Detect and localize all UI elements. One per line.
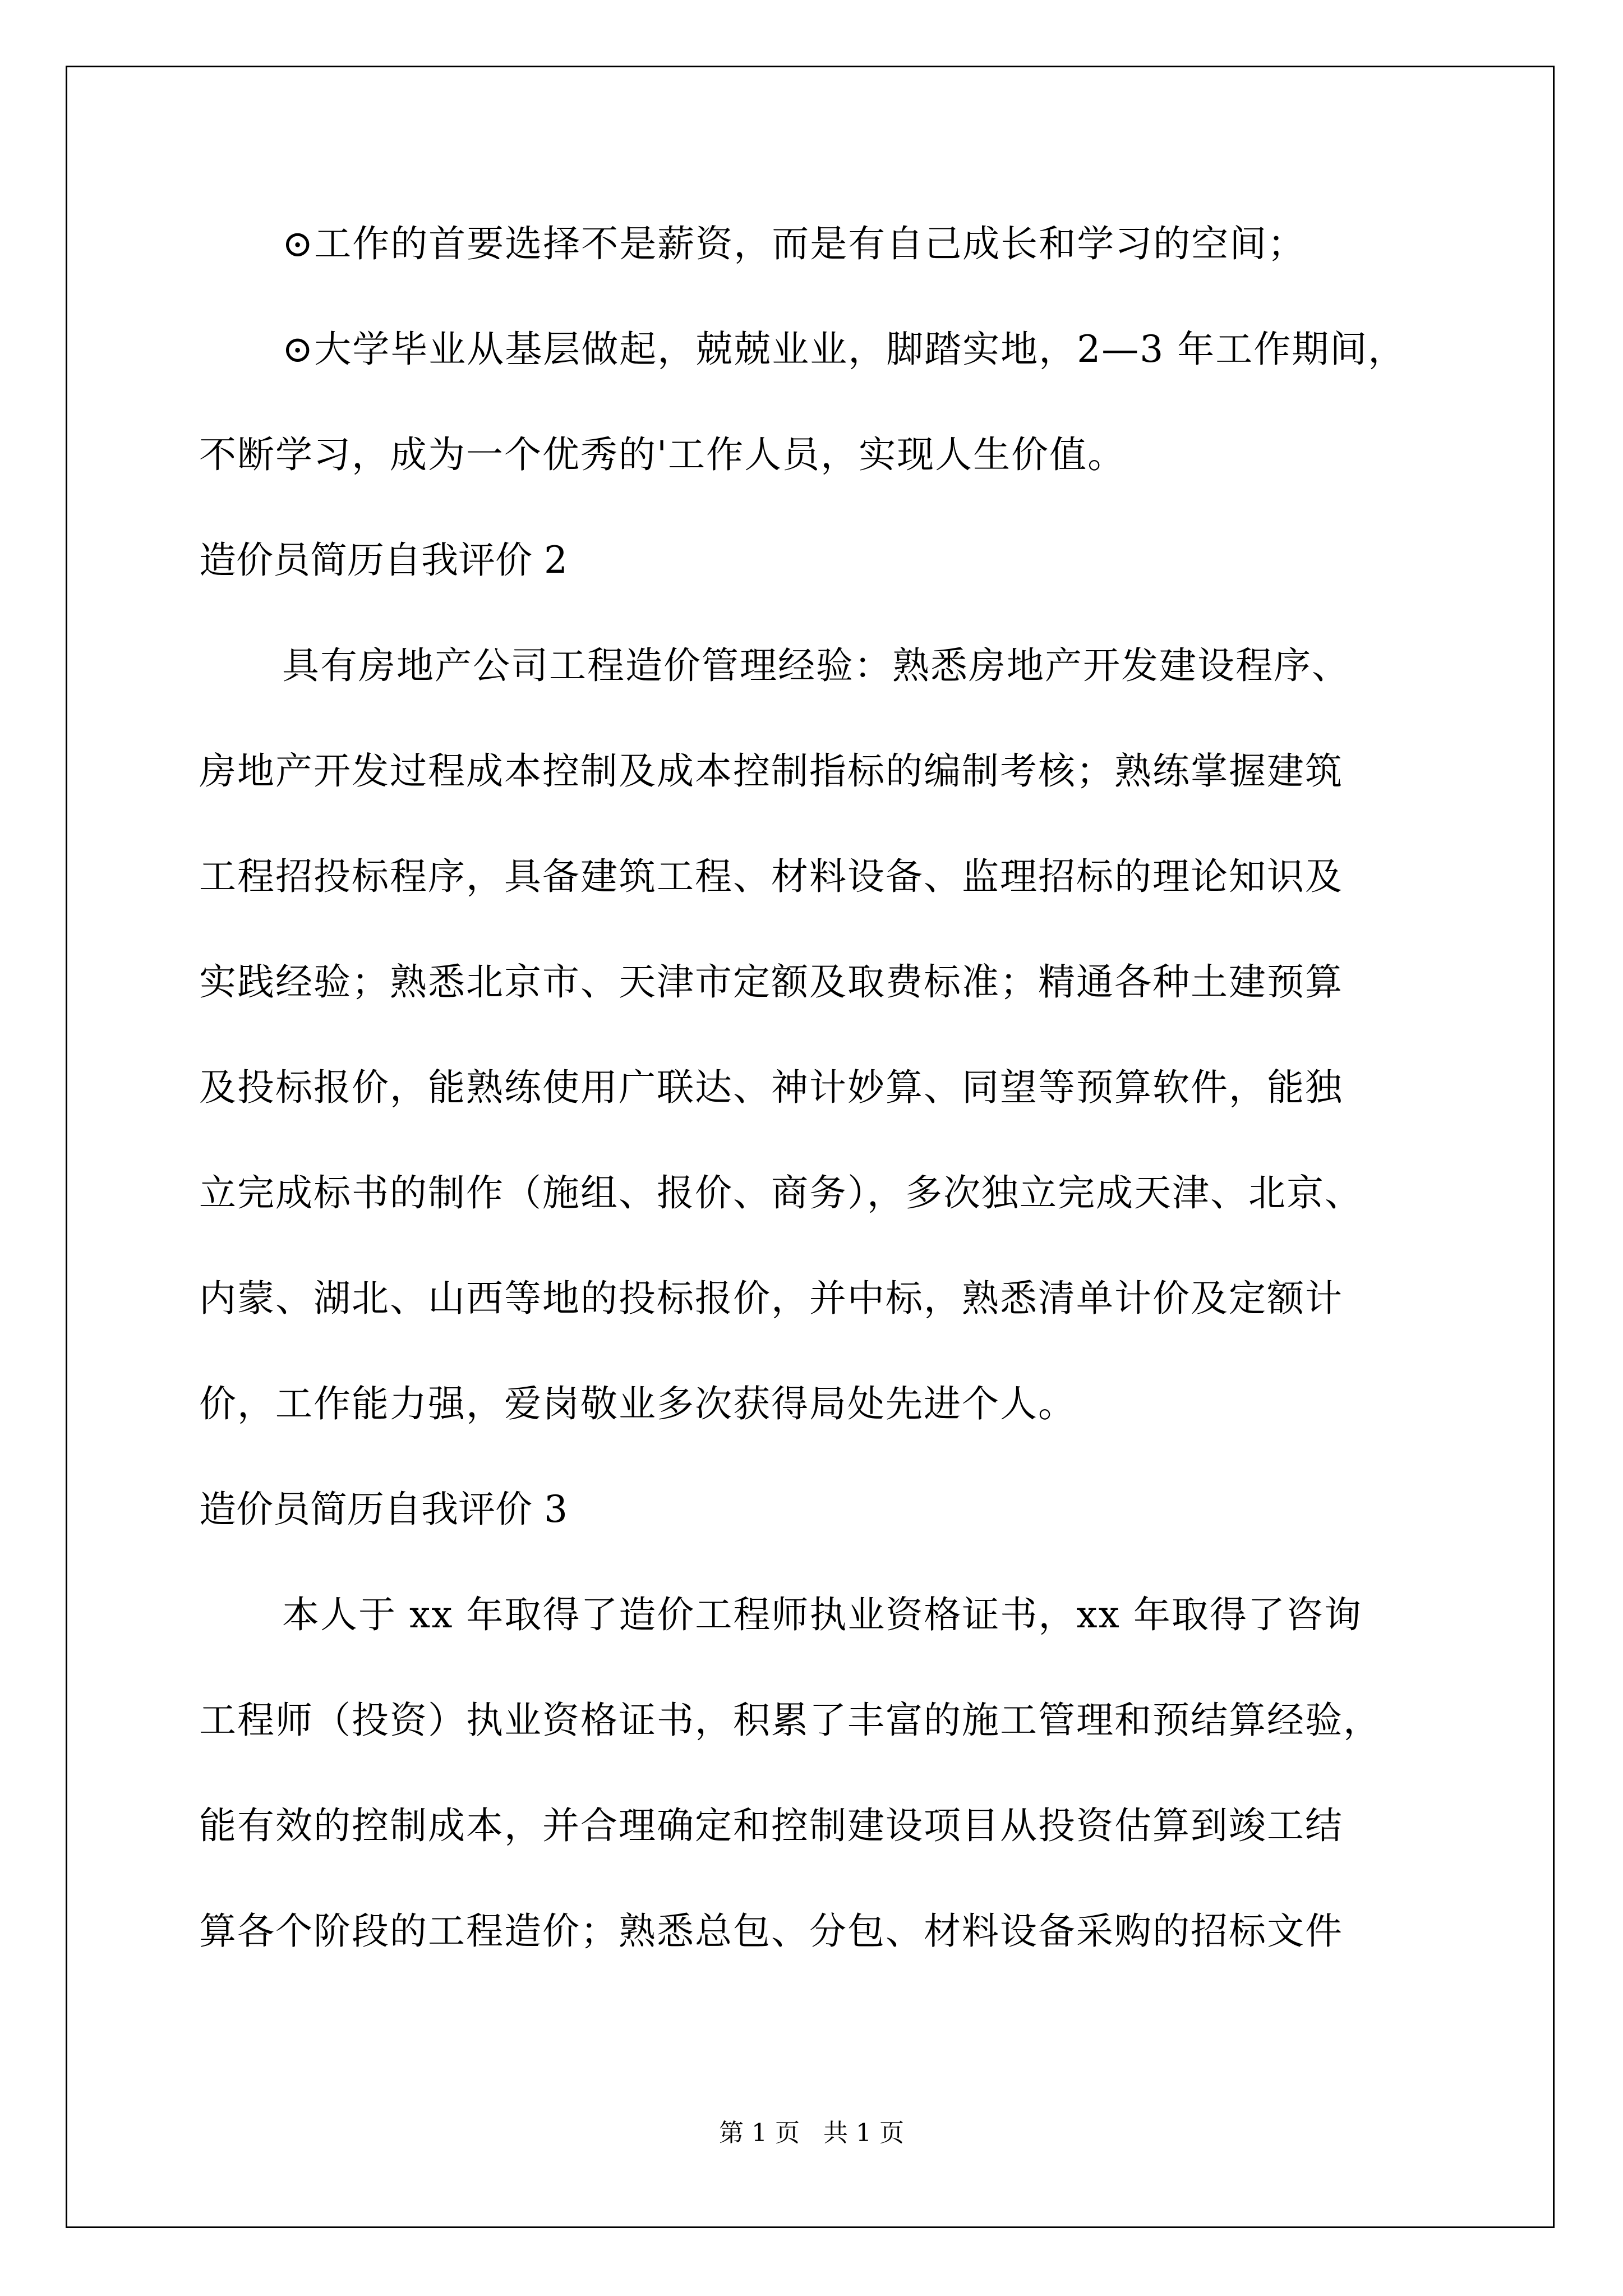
bullet-paragraph-2-line-2: 不断学习，成为一个优秀的'工作人员，实现人生价值。 bbox=[199, 433, 1126, 476]
section-2-line-3: 工程招投标程序，具备建筑工程、材料设备、监理招标的理论知识及 bbox=[199, 855, 1343, 898]
bullet-paragraph-1: ⊙工作的首要选择不是薪资，而是有自己成长和学习的空间； bbox=[282, 222, 1306, 265]
section-3-line-2: 工程师（投资）执业资格证书，积累了丰富的施工管理和预结算经验， bbox=[199, 1699, 1381, 1742]
section-2-line-8: 价，工作能力强，爱岗敬业多次获得局处先进个人。 bbox=[199, 1382, 1076, 1425]
section-3-line-4: 算各个阶段的工程造价；熟悉总包、分包、材料设备采购的招标文件 bbox=[199, 1910, 1343, 1953]
section-2-line-7: 内蒙、湖北、山西等地的投标报价，并中标，熟悉清单计价及定额计 bbox=[199, 1277, 1343, 1320]
section-2-line-4: 实践经验；熟悉北京市、天津市定额及取费标准；精通各种土建预算 bbox=[199, 960, 1343, 1004]
section-heading-2: 造价员简历自我评价 2 bbox=[199, 539, 568, 582]
section-3-line-3: 能有效的控制成本，并合理确定和控制建设项目从投资估算到竣工结 bbox=[199, 1804, 1343, 1847]
section-2-line-5: 及投标报价，能熟练使用广联达、神计妙算、同望等预算软件，能独 bbox=[199, 1066, 1343, 1109]
section-2-line-1: 具有房地产公司工程造价管理经验：熟悉房地产开发建设程序、 bbox=[282, 644, 1350, 687]
bullet-paragraph-2-line-1: ⊙大学毕业从基层做起，兢兢业业，脚踏实地，2—3 年工作期间， bbox=[282, 328, 1407, 371]
document-body bbox=[199, 222, 1495, 2014]
section-heading-3: 造价员简历自我评价 3 bbox=[199, 1488, 568, 1531]
section-2-line-6: 立完成标书的制作（施组、报价、商务），多次独立完成天津、北京、 bbox=[199, 1171, 1363, 1214]
section-2-line-2: 房地产开发过程成本控制及成本控制指标的编制考核；熟练掌握建筑 bbox=[199, 749, 1343, 793]
page-footer: 第 1 页 共 1 页 bbox=[719, 2119, 904, 2147]
section-3-line-1: 本人于 xx 年取得了造价工程师执业资格证书，xx 年取得了咨询 bbox=[282, 1593, 1362, 1636]
